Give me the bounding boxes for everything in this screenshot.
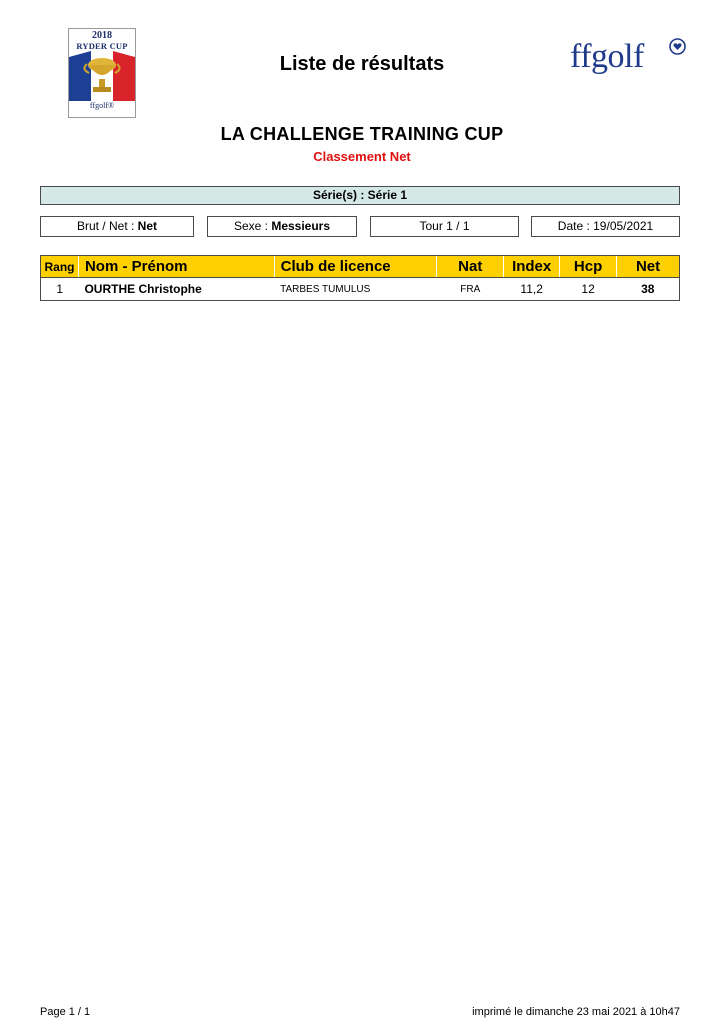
brut-net-value: Net xyxy=(137,219,158,233)
tour-box xyxy=(370,216,519,237)
sexe-value: Messieurs xyxy=(271,219,331,233)
ranking-subtitle: Classement Net xyxy=(313,149,411,164)
results-table xyxy=(40,255,680,301)
competition-title: LA CHALLENGE TRAINING CUP xyxy=(220,124,504,144)
ryder-logo-name: RYDER CUP xyxy=(76,41,128,51)
cell-net: 38 xyxy=(617,278,680,301)
cell-index: 11,2 xyxy=(504,278,560,301)
cell-club: TARBES TUMULUS xyxy=(274,278,437,301)
ryder-logo-year: 2018 xyxy=(92,30,112,41)
col-header-index: Index xyxy=(504,256,560,278)
sexe-box xyxy=(207,216,357,237)
footer-page-number: Page 1 / 1 xyxy=(40,1006,91,1018)
document-title: Liste de résultats xyxy=(279,53,445,75)
ryder-logo-org: ffgolf® xyxy=(89,101,115,110)
col-header-net: Net xyxy=(617,256,680,278)
col-header-nat: Nat xyxy=(437,256,504,278)
sexe-label: Sexe : xyxy=(233,219,268,233)
footer-printed-date: imprimé le dimanche 23 mai 2021 à 10h47 xyxy=(472,1006,680,1018)
brut-net-label: Brut / Net : xyxy=(76,219,135,233)
table-row xyxy=(41,278,680,301)
ffgolf-heart-icon xyxy=(669,38,686,55)
serie-bar: Série(s) : Série 1 xyxy=(40,186,680,205)
table-header-row xyxy=(41,256,680,278)
cell-nom: OURTHE Christophe xyxy=(78,278,274,301)
ffgolf-logo: ffgolf xyxy=(570,38,644,75)
date-value: Date : 19/05/2021 xyxy=(557,219,654,233)
col-header-hcp: Hcp xyxy=(560,256,617,278)
cell-nat: FRA xyxy=(437,278,504,301)
col-header-nom: Nom - Prénom xyxy=(78,256,274,278)
date-box xyxy=(531,216,680,237)
cell-hcp: 12 xyxy=(560,278,617,301)
col-header-club: Club de licence xyxy=(274,256,437,278)
brut-net-box xyxy=(40,216,194,237)
cell-rang: 1 xyxy=(41,278,79,301)
tour-value: Tour 1 / 1 xyxy=(419,219,470,233)
col-header-rang: Rang xyxy=(41,256,79,278)
